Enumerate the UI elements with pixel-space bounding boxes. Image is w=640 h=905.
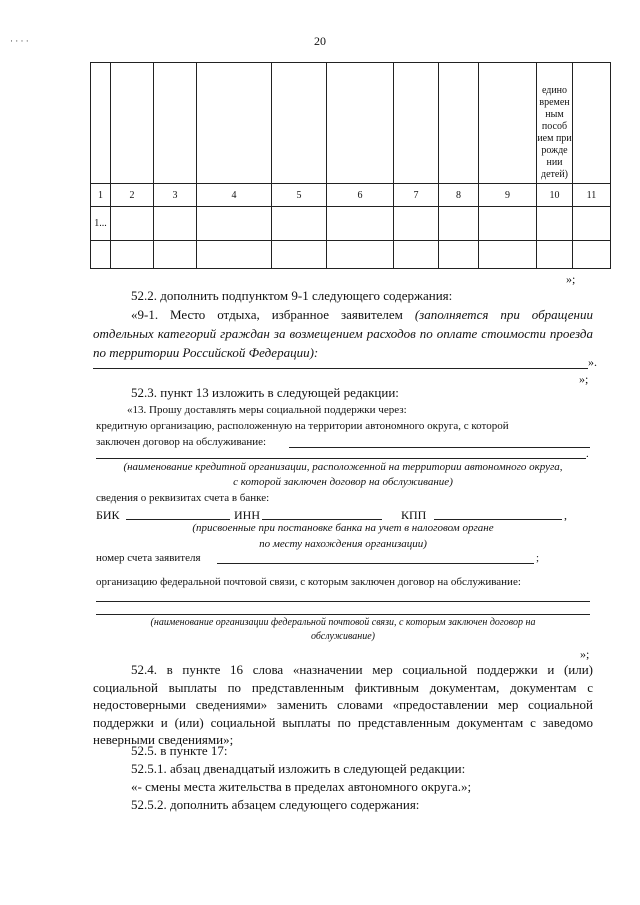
p523-line2: кредитную организацию, расположенную на территории автономного округа, с которой <box>96 420 509 432</box>
p5251-heading: 52.5.1. абзац двенадцатый изложить в следующей редакции: <box>131 761 466 776</box>
data-table <box>90 62 611 269</box>
inn-line <box>262 519 382 520</box>
p522-end: ». <box>588 355 597 369</box>
corner-mark: · · · · <box>10 36 29 46</box>
kpp-label: КПП <box>401 508 427 522</box>
table-row <box>91 241 611 269</box>
note-tax-b: по месту нахождения организации) <box>259 538 427 550</box>
p522-heading: 52.2. дополнить подпунктом 9-1 следующего содержания: <box>131 288 453 303</box>
page-number: 20 <box>314 34 326 48</box>
bik-label: БИК <box>96 508 120 522</box>
note-bank-b: с которой заключен договор на обслуживание) <box>233 476 453 488</box>
p522-close: »; <box>579 372 589 386</box>
bank-name-line-2 <box>96 458 586 459</box>
table-header-row <box>91 63 611 184</box>
bik-line <box>126 519 230 520</box>
table-row: 1... <box>91 207 611 241</box>
account-label: номер счета заявителя <box>96 552 201 564</box>
note-tax-a: (присвоенные при постановке банка на учет в налоговом органе <box>192 522 494 534</box>
kpp-line <box>434 519 562 520</box>
post-line <box>96 601 590 602</box>
p525-heading: 52.5. в пункте 17: <box>131 743 228 758</box>
p523-line1: «13. Прошу доставлять меры социальной поддержки через: <box>127 404 407 416</box>
inn-label: ИНН <box>234 508 260 522</box>
post-label: организацию федеральной почтовой связи, с которым заключен договор на обслуживание: <box>96 576 521 588</box>
table-number-row: 1 2 3 4 5 6 7 8 9 10 11 <box>91 184 611 207</box>
p5252-heading: 52.5.2. дополнить абзацем следующего содержания: <box>131 797 420 812</box>
p523-close: »; <box>580 647 590 661</box>
table-closing: »; <box>566 272 576 286</box>
p524-body: 52.4. в пункте 16 слова «назначении мер социальной поддержки и (или) социальной выплаты по представленным фиктивным документам, документам с недостоверными сведениями» заменить словами «предоставлении мер социальной поддержки и (или) социальной выплаты по представленным документам с заведомо неверными сведениями»; <box>93 662 593 747</box>
bank-details-label: сведения о реквизитах счета в банке: <box>96 492 270 504</box>
p523-heading: 52.3. пункт 13 изложить в следующей редакции: <box>131 385 399 400</box>
account-line <box>217 563 534 564</box>
note-bank-a: (наименование кредитной организации, расположенной на территории автономного округа, <box>123 461 563 473</box>
p522-fill-line <box>93 368 588 369</box>
p522-body: «9-1. Место отдыха, избранное заявителем (заполняется при обращении отдельных категорий граждан за возмещением расходов по оплате стоимости проезда по территории Российской Федерации): <box>93 307 593 360</box>
bank-name-line <box>289 447 590 448</box>
note-post-a: (наименование организации федеральной почтовой связи, с которым заключен договор на <box>150 617 536 628</box>
note-post-b: обслуживание) <box>311 631 375 642</box>
p523-line3: заключен договор на обслуживание: <box>96 436 267 448</box>
p5251-text: «- смены места жительства в пределах автономного округа.»; <box>131 779 472 794</box>
post-line-2 <box>96 614 590 615</box>
header-note-cell: едино времен ным пособ ием при рожде нии детей) <box>537 63 573 184</box>
